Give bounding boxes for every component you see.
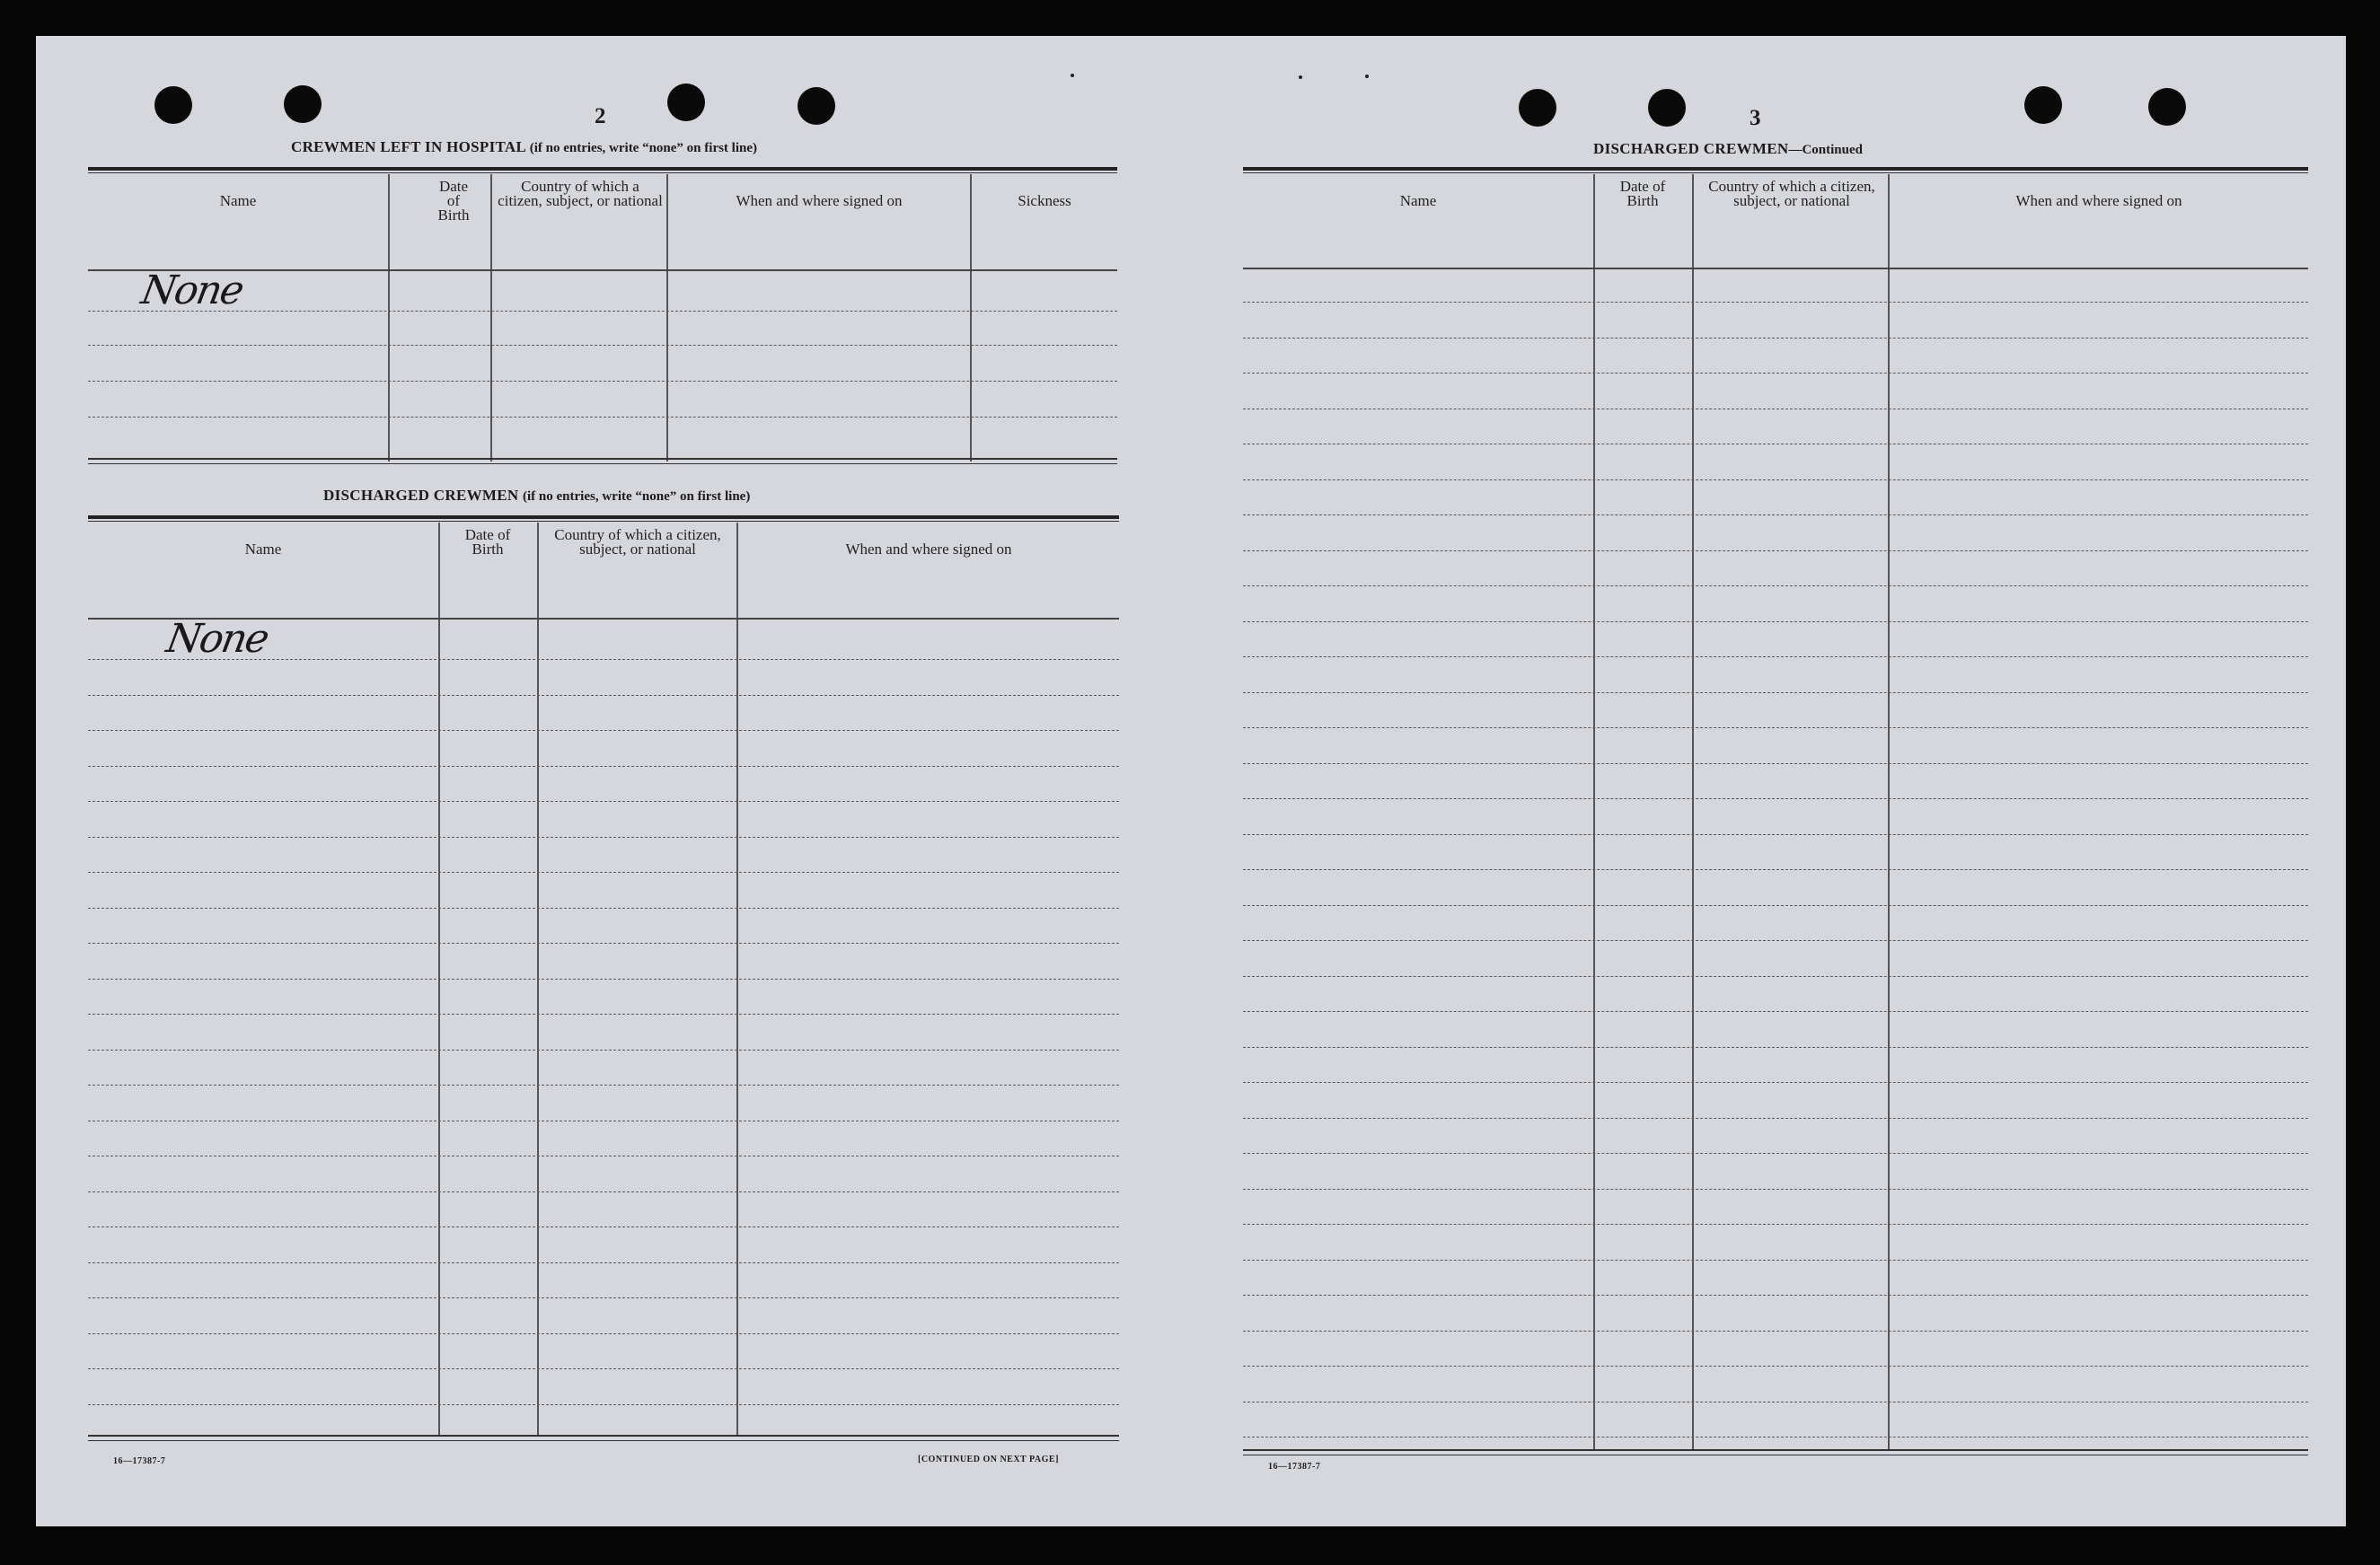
row-line	[1243, 1437, 2308, 1438]
table-top-rule	[1243, 167, 2308, 171]
row-line	[1243, 1224, 2308, 1225]
row-line	[1243, 692, 2308, 693]
row-line	[88, 1050, 1119, 1051]
row-line	[1243, 1153, 2308, 1154]
row-line	[88, 1333, 1119, 1334]
row-line	[1243, 1082, 2308, 1083]
speck	[1299, 75, 1302, 79]
row-line	[1243, 1189, 2308, 1190]
row-line	[88, 1262, 1119, 1263]
row-line	[1243, 727, 2308, 728]
table-top-rule	[88, 167, 1117, 171]
punch-hole	[284, 85, 322, 123]
header-date-of-birth: Date of Birth	[1619, 178, 1666, 209]
row-line	[1243, 763, 2308, 764]
column-divider	[666, 174, 668, 462]
header-name: Name	[219, 192, 257, 209]
continued-suffix: —Continued	[1788, 143, 1863, 157]
header-country: Country of which a citizen, subject, or national	[554, 526, 721, 558]
row-line	[1243, 1331, 2308, 1332]
row-line	[88, 766, 1119, 767]
row-line	[88, 1191, 1119, 1192]
form-number-left: 16—17387-7	[113, 1456, 166, 1466]
table-bottom-rule-thin	[88, 463, 1117, 464]
discharged-continued-text: DISCHARGED CREWMEN	[1593, 140, 1789, 157]
row-line	[88, 1014, 1119, 1015]
table-bottom-rule-thin	[88, 1440, 1119, 1441]
row-line	[1243, 514, 2308, 515]
row-line	[1243, 1260, 2308, 1261]
row-line	[88, 1085, 1119, 1086]
row-line	[1243, 621, 2308, 622]
row-line	[1243, 550, 2308, 551]
punch-hole	[798, 87, 835, 125]
row-line	[1243, 798, 2308, 799]
header-signed-on: When and where signed on	[2015, 192, 2182, 209]
row-line	[1243, 1295, 2308, 1296]
row-line	[88, 311, 1117, 312]
speck	[1071, 74, 1074, 77]
punch-hole	[667, 84, 705, 121]
row-line	[88, 695, 1119, 696]
table-bottom-rule	[88, 1435, 1119, 1437]
header-signed-on: When and where signed on	[736, 192, 903, 209]
header-bottom-rule	[1243, 268, 2308, 269]
discharged-section-title	[323, 487, 750, 505]
page-number-right: 3	[1750, 106, 1761, 130]
row-line	[1243, 976, 2308, 977]
form-number-right: 16—17387-7	[1268, 1462, 1321, 1472]
handwritten-entry: None	[137, 268, 246, 313]
row-line	[1243, 869, 2308, 870]
punch-hole	[2024, 86, 2062, 124]
punch-hole	[1519, 89, 1556, 127]
table-bottom-rule	[1243, 1449, 2308, 1451]
column-divider	[388, 174, 390, 462]
row-line	[1243, 1118, 2308, 1119]
discharged-subtitle: (if no entries, write “none” on first line)	[523, 489, 751, 504]
hospital-title-text: CREWMEN LEFT IN HOSPITAL	[291, 138, 526, 155]
discharged-table	[88, 515, 1119, 1485]
row-line	[88, 1368, 1119, 1369]
row-line	[88, 730, 1119, 731]
row-line	[1243, 1011, 2308, 1012]
header-date-of-birth: Date of Birth	[437, 178, 470, 224]
row-line	[88, 1404, 1119, 1405]
header-date-of-birth: Date of Birth	[464, 526, 511, 558]
row-line	[88, 908, 1119, 909]
hospital-subtitle: (if no entries, write “none” on first line)	[529, 141, 758, 155]
row-line	[1243, 834, 2308, 835]
row-line	[88, 1297, 1119, 1298]
header-country: Country of which a citizen, subject, or national	[498, 178, 663, 209]
punch-hole	[2148, 88, 2186, 126]
row-line	[88, 345, 1117, 346]
discharged-continued-table	[1243, 167, 2308, 1496]
row-line	[88, 381, 1117, 382]
row-line	[1243, 479, 2308, 480]
row-line	[1243, 585, 2308, 586]
row-line	[88, 417, 1117, 418]
row-line	[1243, 656, 2308, 657]
table-top-rule-thin	[1243, 172, 2308, 173]
table-top-rule-thin	[88, 521, 1119, 522]
column-divider	[970, 174, 972, 462]
punch-hole	[154, 86, 192, 124]
punch-hole	[1648, 89, 1686, 127]
discharged-continued-title	[1593, 140, 1863, 158]
column-divider	[490, 174, 492, 462]
header-country: Country of which a citizen, subject, or national	[1708, 178, 1875, 209]
row-line	[1243, 373, 2308, 374]
row-line	[1243, 302, 2308, 303]
form-sheet	[36, 36, 2346, 1526]
page-number-left: 2	[595, 104, 606, 128]
table-bottom-rule	[88, 458, 1117, 460]
header-signed-on: When and where signed on	[845, 541, 1012, 558]
continued-note: [CONTINUED ON NEXT PAGE]	[918, 1455, 1059, 1464]
row-line	[1243, 1366, 2308, 1367]
handwritten-entry: None	[163, 616, 271, 662]
row-line	[88, 801, 1119, 802]
row-line	[88, 943, 1119, 944]
header-name: Name	[1399, 192, 1437, 209]
row-line	[1243, 940, 2308, 941]
row-line	[1243, 905, 2308, 906]
row-line	[1243, 1047, 2308, 1048]
row-line	[88, 979, 1119, 980]
speck	[1365, 75, 1369, 78]
row-line	[88, 837, 1119, 838]
header-name: Name	[244, 541, 282, 558]
table-top-rule-thin	[88, 172, 1117, 173]
header-sickness: Sickness	[1018, 192, 1071, 209]
hospital-table	[88, 167, 1117, 494]
hospital-section-title	[291, 138, 757, 156]
row-line	[88, 872, 1119, 873]
discharged-title-text: DISCHARGED CREWMEN	[323, 487, 519, 504]
table-top-rule	[88, 515, 1119, 519]
